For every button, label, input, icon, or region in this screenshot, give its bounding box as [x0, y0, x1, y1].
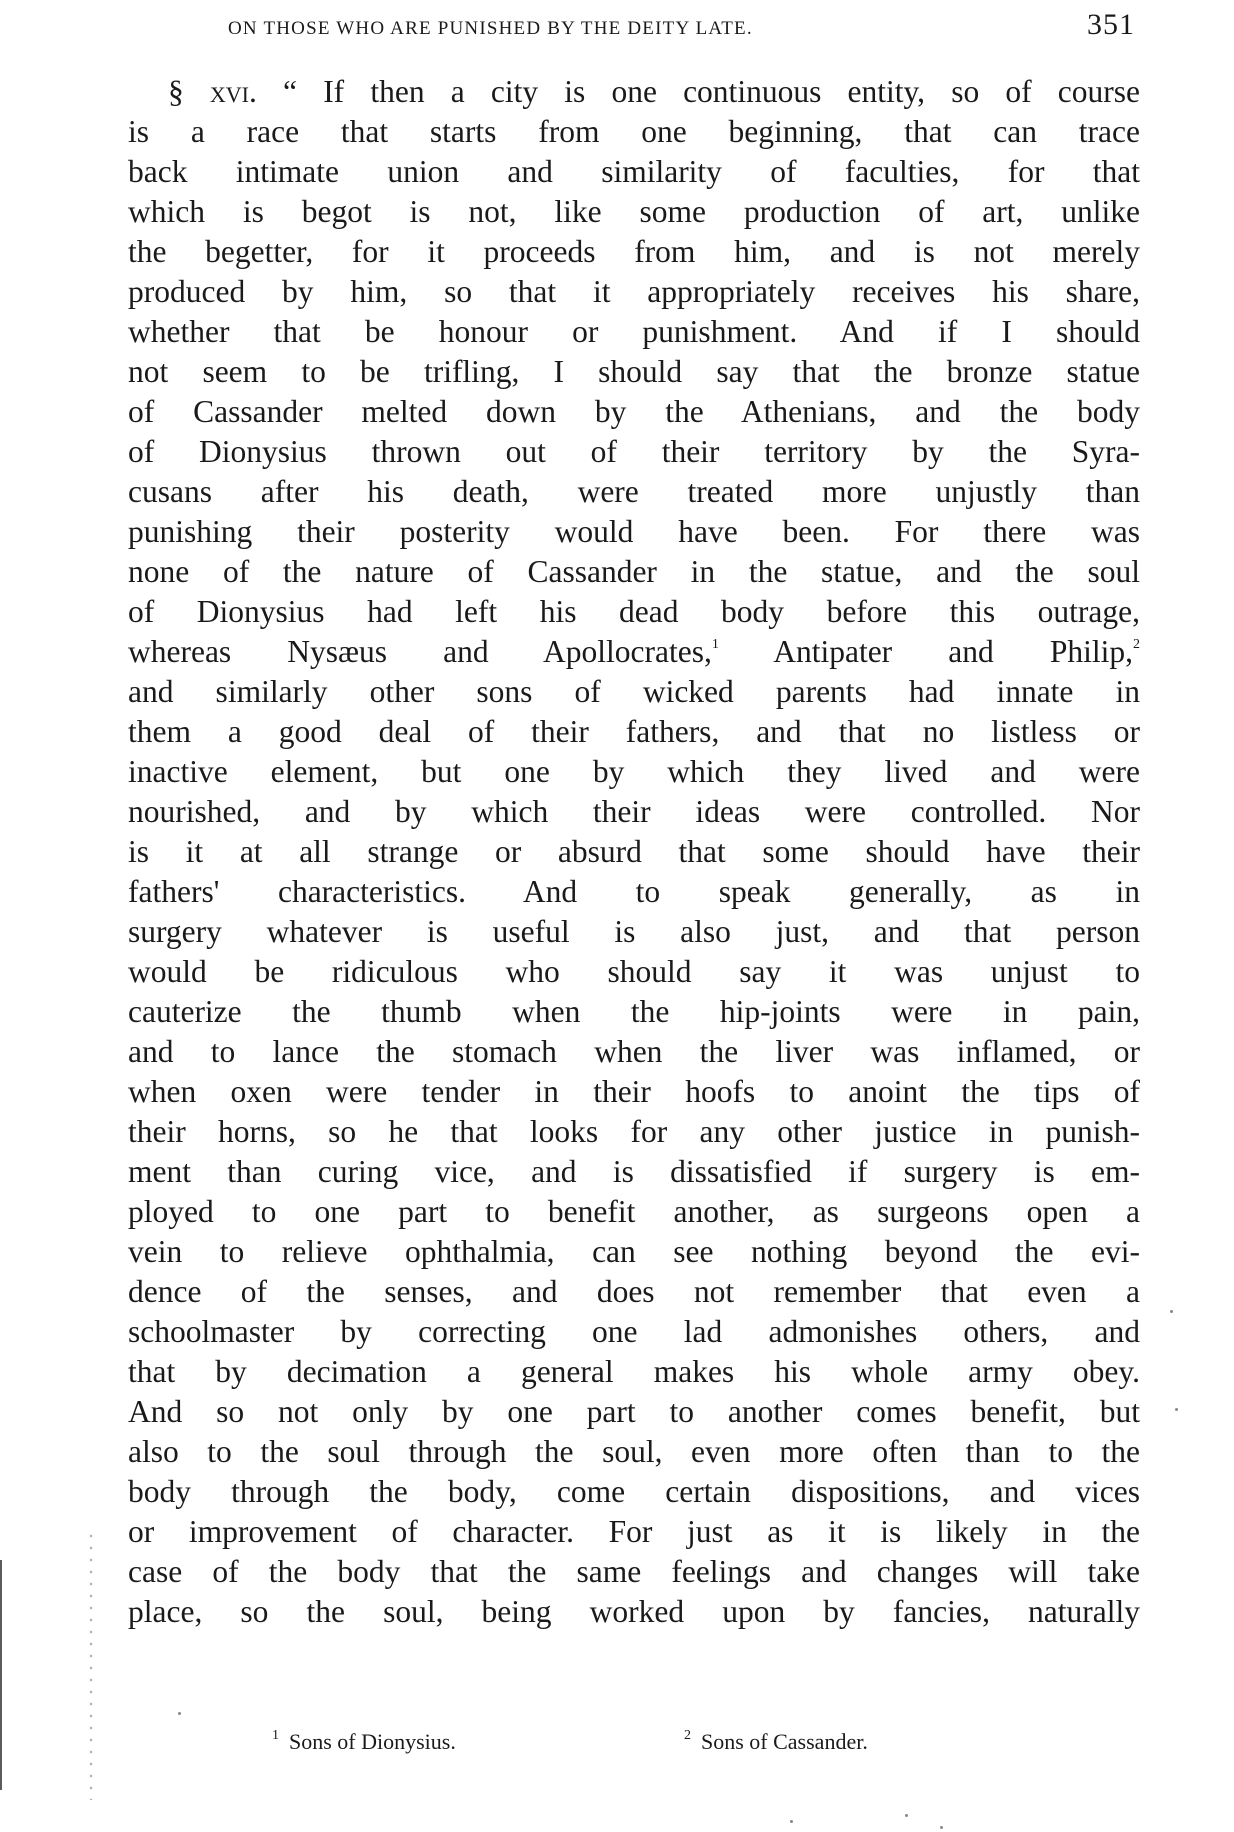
text-line-5: the begetter, for it proceeds from him, and is not merely	[128, 234, 1140, 269]
scan-speck	[178, 1712, 181, 1715]
page-edge-shadow	[0, 1560, 8, 1790]
text-line-26: when oxen were tender in their hoofs to anoint the tips of	[128, 1074, 1140, 1109]
text-line-22: surgery whatever is useful is also just, and that person	[128, 914, 1140, 949]
section-xvi-text	[128, 72, 1140, 1632]
section-mark: § xvi.	[168, 74, 257, 109]
page-number: 351	[1087, 8, 1135, 41]
text-line-11: cusans after his death, were treated more unjustly than	[128, 474, 1140, 509]
scan-speck	[790, 1820, 793, 1823]
scan-speck	[905, 1814, 908, 1817]
footnotes	[272, 1728, 1032, 1768]
text-line-21: fathers' characteristics. And to speak generally, as in	[128, 874, 1140, 909]
running-head	[228, 8, 1135, 48]
text-line-3: back intimate union and similarity of faculties, for that	[128, 154, 1140, 189]
text-line-7: whether that be honour or punishment. And if I should	[128, 314, 1140, 349]
text-line-23: would be ridiculous who should say it was unjust to	[128, 954, 1140, 989]
text-line-13: none of the nature of Cassander in the statue, and the soul	[128, 554, 1140, 589]
footnote-2-mark: 2	[684, 1728, 691, 1743]
text-line-16: and similarly other sons of wicked parents had innate in	[128, 674, 1140, 709]
footnote-1-text: Sons of Dionysius.	[289, 1729, 456, 1754]
text-line-8: not seem to be trifling, I should say that the bronze statue	[128, 354, 1140, 389]
scan-speck	[1175, 1408, 1178, 1411]
footnote-2-text: Sons of Cassander.	[701, 1729, 868, 1754]
text-line-6: produced by him, so that it appropriately receives his share,	[128, 274, 1140, 309]
text-line-15-start: whereas Nysæus and Apollocrates,	[128, 634, 712, 669]
footnote-1-mark: 1	[272, 1728, 279, 1743]
scan-speck	[940, 1826, 943, 1829]
text-line-37: or improvement of character. For just as it is likely in the	[128, 1514, 1140, 1549]
text-line-19: nourished, and by which their ideas were controlled. Nor	[128, 794, 1140, 829]
scan-speck	[1170, 1310, 1173, 1313]
text-line-32: schoolmaster by correcting one lad admonishes others, and	[128, 1314, 1140, 1349]
text-line-39: place, so the soul, being worked upon by fancies, naturally	[128, 1594, 1140, 1629]
scan-noise-dots	[88, 1530, 94, 1800]
text-line-25: and to lance the stomach when the liver was inflamed, or	[128, 1034, 1140, 1069]
text-line-15-mid: Antipater and Philip,	[718, 634, 1133, 669]
text-line-1	[128, 72, 1140, 112]
footnote-ref-1: 1	[711, 637, 719, 652]
text-line-9: of Cassander melted down by the Athenians, and the body	[128, 394, 1140, 429]
text-line-28: ment than curing vice, and is dissatisfied if surgery is em-	[128, 1154, 1140, 1189]
text-line-33: that by decimation a general makes his whole army obey.	[128, 1354, 1140, 1389]
text-line-20: is it at all strange or absurd that some should have their	[128, 834, 1140, 869]
text-line-36: body through the body, come certain dispositions, and vices	[128, 1474, 1140, 1509]
text-line-38: case of the body that the same feelings and changes will take	[128, 1554, 1140, 1589]
text-line-34: And so not only by one part to another comes benefit, but	[128, 1394, 1140, 1429]
text-line-2: is a race that starts from one beginning, that can trace	[128, 114, 1140, 149]
text-line-10: of Dionysius thrown out of their territory by the Syra-	[128, 434, 1140, 469]
text-line-1-content: “ If then a city is one continuous entity, so of course	[256, 74, 1140, 109]
text-line-12: punishing their posterity would have been. For there was	[128, 514, 1140, 549]
text-line-14: of Dionysius had left his dead body before this outrage,	[128, 594, 1140, 629]
text-line-35: also to the soul through the soul, even more often than to the	[128, 1434, 1140, 1469]
text-line-15	[128, 632, 1140, 672]
text-line-4: which is begot is not, like some production of art, unlike	[128, 194, 1140, 229]
text-line-29: ployed to one part to benefit another, as surgeons open a	[128, 1194, 1140, 1229]
text-line-30: vein to relieve ophthalmia, can see nothing beyond the evi-	[128, 1234, 1140, 1269]
text-line-31: dence of the senses, and does not remember that even a	[128, 1274, 1140, 1309]
footnote-2	[684, 1728, 868, 1755]
running-title: ON THOSE WHO ARE PUNISHED BY THE DEITY LATE.	[228, 18, 753, 39]
text-line-27: their horns, so he that looks for any other justice in punish-	[128, 1114, 1140, 1149]
footnote-ref-2: 2	[1133, 637, 1140, 652]
text-line-24: cauterize the thumb when the hip-joints were in pain,	[128, 994, 1140, 1029]
text-line-18: inactive element, but one by which they lived and were	[128, 754, 1140, 789]
text-line-17: them a good deal of their fathers, and that no listless or	[128, 714, 1140, 749]
footnote-1	[272, 1728, 456, 1755]
